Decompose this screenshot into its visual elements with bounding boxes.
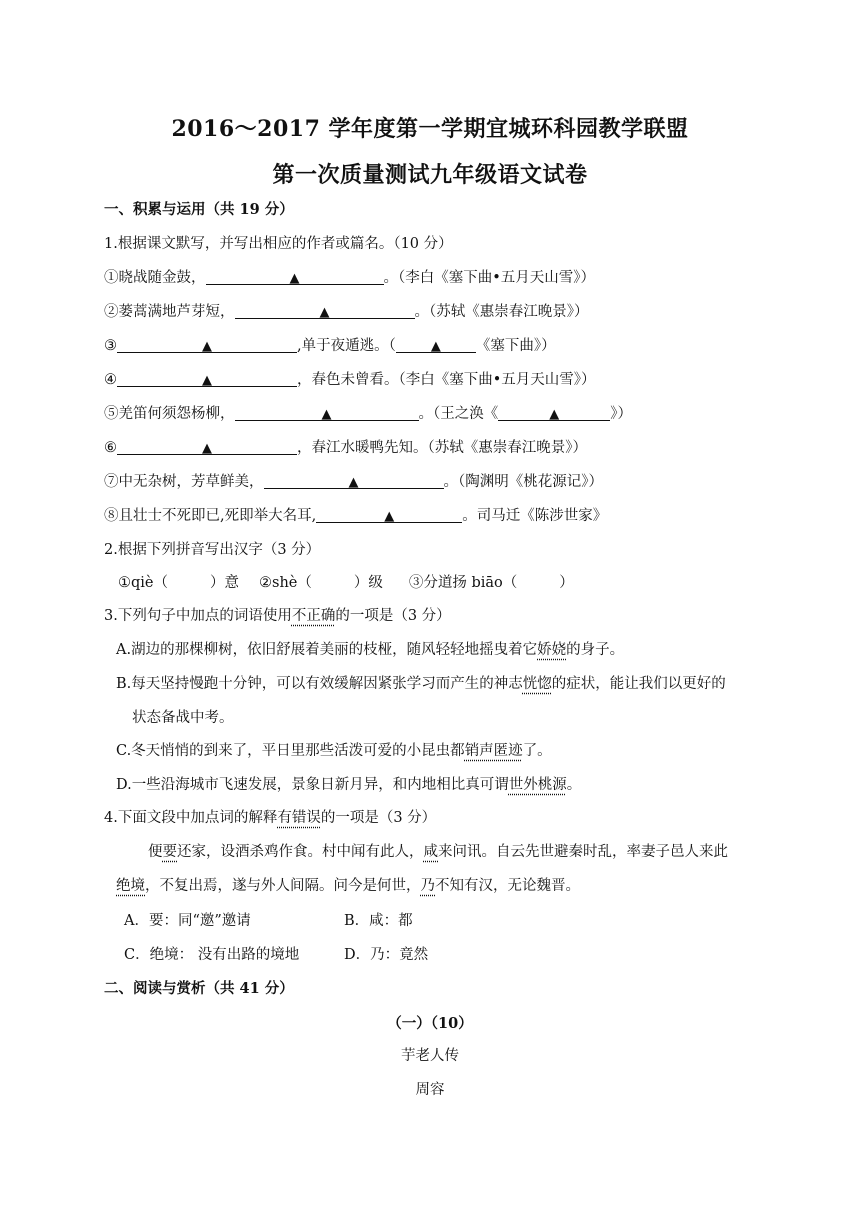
triangle-marker-icon: ▲ (384, 509, 395, 524)
q1-item-source: 。（苏轼《惠崇春江晚景》） (414, 304, 589, 320)
q3-option-a[interactable] (116, 640, 624, 660)
q1-item-3 (104, 336, 556, 356)
q1-item-8 (104, 506, 607, 526)
answer-blank[interactable] (396, 336, 476, 353)
q1-item-7 (104, 472, 603, 492)
q4-passage-line2 (116, 876, 580, 896)
pinyin-item-close: ） (559, 575, 574, 591)
q1-item-text: ①晓战随金鼓， (104, 270, 206, 286)
q3-stem-emphasis: 不正确 (291, 608, 336, 624)
triangle-marker-icon: ▲ (348, 475, 359, 490)
q1-item-text: 。（王之涣《 (418, 406, 499, 422)
answer-blank[interactable] (264, 472, 444, 489)
q4-stem-text: 4.下面文段中加点词的解释 (104, 810, 278, 826)
triangle-marker-icon: ▲ (202, 339, 212, 354)
passage-text: 不知有汉，无论魏晋。 (435, 878, 580, 894)
q3-option-d[interactable] (116, 775, 581, 795)
triangle-marker-icon: ▲ (289, 271, 300, 286)
passage-text: 还家，设酒杀鸡作食。村中闻有此人， (177, 844, 424, 860)
dotted-word: 世外桃源 (508, 777, 567, 793)
q1-item-5 (104, 404, 632, 424)
pinyin-item: ①qiè（ (118, 575, 168, 591)
dotted-word: 恍惚 (522, 676, 552, 692)
q1-item-source: 》） (610, 406, 632, 422)
q4-stem-emphasis: 有错误 (277, 810, 321, 826)
q1-item-source: 。司马迁《陈涉世家》 (462, 508, 608, 524)
q1-item-source: 。（李白《塞下曲•五月天山雪》） (383, 270, 596, 286)
triangle-marker-icon: ▲ (319, 305, 330, 320)
pinyin-item-close: ）意 (210, 575, 239, 591)
q1-item-text: ⑤羌笛何须怨杨柳， (104, 406, 235, 422)
triangle-marker-icon: ▲ (430, 339, 441, 354)
dotted-word: 乃 (420, 878, 435, 894)
q4-option-d[interactable]: D．乃：竟然 (344, 947, 429, 963)
q1-item-6 (104, 438, 587, 458)
q3-stem (104, 606, 451, 626)
triangle-marker-icon: ▲ (549, 407, 560, 422)
answer-blank[interactable] (117, 336, 297, 353)
dotted-word: 销声匿迹 (464, 743, 523, 759)
passage-text: 来问讯。自云先世避秦时乱，率妻子邑人来此 (438, 844, 728, 860)
exam-title-line1: 2016～2017 学年度第一学期宜城环科园教学联盟 (171, 116, 689, 142)
q1-item-text: ⑧且壮士不死即已,死即举大名耳, (104, 508, 317, 524)
q4-stem-text: 的一项是（3 分） (320, 810, 437, 826)
reading-part-label: （一）（10） (387, 1015, 473, 1032)
q1-item-source: 《塞下曲》） (475, 338, 556, 354)
q1-item-4 (104, 370, 596, 390)
option-text: 。 (566, 777, 582, 793)
passage-text: 便 (148, 844, 163, 860)
q4-option-c[interactable]: C．绝境： 没有出路的境地 (124, 947, 300, 963)
option-text: A.湖边的那棵柳树，依旧舒展着美丽的枝桠，随风轻轻地摇曳着它 (116, 642, 538, 658)
answer-blank[interactable] (117, 438, 297, 455)
q1-item-text: ⑦中无杂树，芳草鲜美， (104, 474, 264, 490)
answer-blank[interactable] (235, 404, 419, 421)
q3-option-b[interactable] (116, 674, 726, 694)
option-text: 了。 (522, 743, 552, 759)
q1-item-source: ，春色未曾看。（李白《塞下曲•五月天山雪》） (297, 372, 596, 388)
dotted-word: 要 (162, 844, 177, 860)
pinyin-item: ③分道扬 biāo（ (408, 575, 518, 591)
dotted-word: 娇娆 (537, 642, 567, 658)
option-text: B.每天坚持慢跑十分钟，可以有效缓解因紧张学习而产生的神志 (116, 676, 523, 692)
pinyin-item-close: ）级 (353, 575, 383, 591)
q3-option-c[interactable] (116, 741, 552, 761)
triangle-marker-icon: ▲ (321, 407, 332, 422)
triangle-marker-icon: ▲ (202, 373, 212, 388)
answer-blank[interactable] (235, 302, 415, 319)
section1-heading: 一、积累与运用（共 19 分） (104, 201, 294, 218)
q1-item-source: ，春江水暖鸭先知。（苏轼《惠崇春江晚景》） (297, 440, 587, 456)
q1-item-1 (104, 268, 595, 288)
option-text: 的症状，能让我们以更好的 (551, 676, 726, 692)
q3-option-b-cont: 状态备战中考。 (132, 710, 234, 726)
pinyin-item: ②shè（ (259, 575, 312, 591)
q3-stem-text: 的一项是（3 分） (335, 608, 451, 624)
q1-item-text: ④ (104, 372, 117, 388)
q4-passage-line1 (148, 842, 728, 862)
q1-item-text: ⑥ (104, 440, 117, 456)
article-title: 芋老人传 (401, 1048, 459, 1064)
q4-option-a[interactable]: A．要：同“邀”邀请 (124, 913, 251, 929)
q1-stem: 1.根据课文默写，并写出相应的作者或篇名。（10 分） (104, 236, 453, 252)
q1-item-2 (104, 302, 589, 322)
option-text: D.一些沿海城市飞速发展，景象日新月异，和内地相比真可谓 (116, 777, 509, 793)
q1-item-text: ②蒌蒿满地芦芽短， (104, 304, 235, 320)
q1-item-text: ③ (104, 338, 117, 354)
triangle-marker-icon: ▲ (202, 441, 212, 456)
q2-stem: 2.根据下列拼音写出汉字（3 分） (104, 542, 321, 558)
passage-text: ，不复出焉，遂与外人间隔。问今是何世， (145, 878, 421, 894)
option-text: C.冬天悄悄的到来了，平日里那些活泼可爱的小昆虫都 (116, 743, 465, 759)
article-author: 周容 (415, 1082, 445, 1098)
exam-title-line2: 第一次质量测试九年级语文试卷 (272, 162, 588, 188)
option-text: 的身子。 (566, 642, 625, 658)
answer-blank[interactable] (206, 268, 384, 285)
dotted-word: 咸 (423, 844, 438, 860)
section2-heading: 二、阅读与赏析（共 41 分） (104, 980, 294, 997)
q2-items (118, 573, 574, 593)
q4-option-b[interactable]: B．咸：都 (344, 913, 413, 929)
q1-item-source: 。（陶渊明《桃花源记》） (443, 474, 603, 490)
q3-stem-text: 3.下列句子中加点的词语使用 (104, 608, 292, 624)
answer-blank[interactable] (117, 370, 297, 387)
answer-blank[interactable] (316, 506, 462, 523)
q1-item-text: ,单于夜遁逃。（ (297, 338, 396, 354)
q4-stem (104, 808, 436, 828)
answer-blank[interactable] (498, 404, 610, 421)
dotted-word: 绝境 (116, 878, 145, 894)
